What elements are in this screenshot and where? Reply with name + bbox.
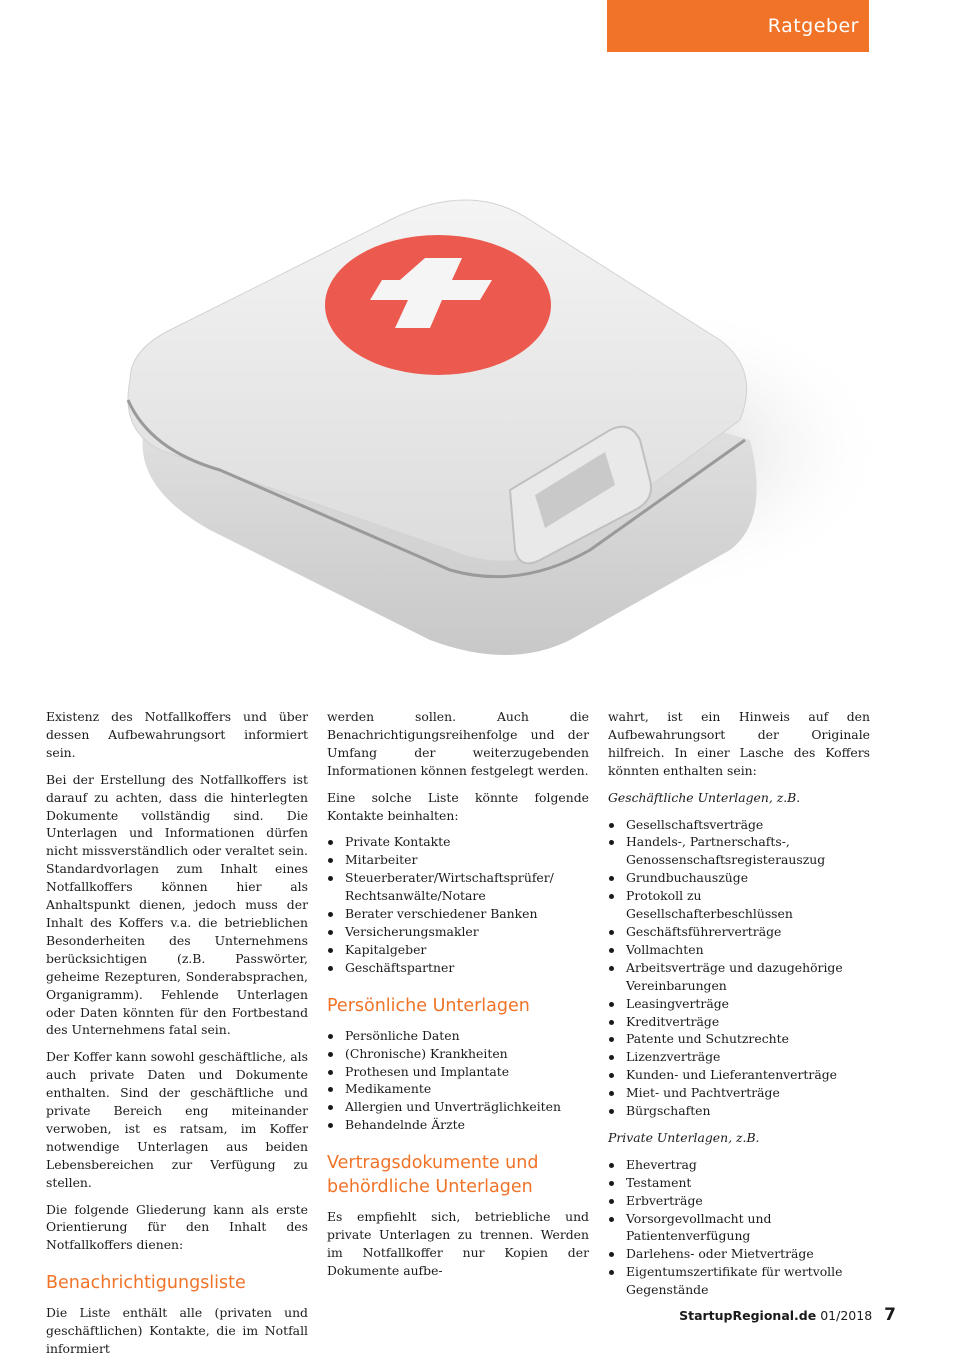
column-2 [327, 708, 589, 1289]
contacts-list [327, 833, 589, 976]
list-item: Berater verschiedener Banken [327, 905, 589, 923]
heading-notification-list: Benachrichtigungsliste [46, 1273, 246, 1294]
heading-personal-documents: Persönliche Unterlagen [327, 995, 530, 1016]
list-item: Protokoll zu Gesellschafterbeschlüssen [608, 887, 870, 923]
list-item: Leasingverträge [608, 995, 870, 1013]
footer-issue: 01/2018 [820, 1308, 873, 1323]
business-documents-label: Geschäftliche Unterlagen, z.B. [608, 789, 801, 805]
list-item: Allergien und Unverträglichkeiten [327, 1098, 589, 1116]
list-item: Grundbuchauszüge [608, 869, 870, 887]
list-item: Patente und Schutzrechte [608, 1030, 870, 1048]
list-item: Darlehens- oder Mietverträge [608, 1245, 870, 1263]
list-item: Ehevertrag [608, 1156, 870, 1174]
list-item: Arbeitsverträge und dazugehörige Vereinbarungen [608, 959, 870, 995]
list-item: Steuerberater/Wirtschaftsprüfer/ Rechtsanwälte/Notare [327, 869, 589, 905]
paragraph: Der Koffer kann sowohl geschäftliche, als auch private Daten und Dokumente enthalten. Sind der geschäftliche und private Bereich eng miteinander verwoben, ist es ratsam, im Koffer notwendige Unterlagen aus beiden Lebensbereichen zur Verfügung zu stellen. [46, 1049, 308, 1190]
private-documents-list [608, 1156, 870, 1299]
list-item: Private Kontakte [327, 833, 589, 851]
page-number: 7 [884, 1305, 896, 1325]
list-item: Erbverträge [608, 1192, 870, 1210]
list-item: Testament [608, 1174, 870, 1192]
footer-brand: StartupRegional.de [679, 1308, 817, 1323]
section-tab: Ratgeber [607, 0, 869, 52]
paragraph: Es empfiehlt sich, betriebliche und private Unterlagen zu trennen. Werden im Notfallkoffer nur Kopien der Dokumente aufbe- [327, 1209, 589, 1278]
page-footer [679, 1305, 896, 1325]
list-item: Versicherungsmakler [327, 923, 589, 941]
heading-contract-documents: Vertragsdokumente und behördliche Unterlagen [327, 1153, 539, 1198]
list-item: Handels-, Partnerschafts-, Genossenschaftsregisterauszug [608, 833, 870, 869]
paragraph: Eine solche Liste könnte folgende Kontakte beinhalten: [327, 789, 589, 823]
list-item: Miet- und Pachtverträge [608, 1084, 870, 1102]
paragraph: werden sollen. Auch die Benachrichtigungsreihenfolge und der Umfang der weiterzugebenden Informationen können festgelegt werden. [327, 709, 589, 778]
list-item: Eigentumszertifikate für wertvolle Gegenstände [608, 1263, 870, 1299]
list-item: Lizenzverträge [608, 1048, 870, 1066]
list-item: Mitarbeiter [327, 851, 589, 869]
paragraph: Bei der Erstellung des Notfallkoffers ist darauf zu achten, dass die hinterlegten Dokumente vollständig sind. Die Unterlagen und Informationen dürfen nicht missverständlich oder veraltet sein. Standardvorlagen zum Inhalt eines Notfallkoffers können hier als Anhaltspunkt dienen, jedoch muss der Inhalt des Koffers v.a. die betrieblichen Besonderheiten des Unternehmens berücksichtigen (z.B. Passwörter, geheime Rezepturen, Sonderabsprachen, Organigramm). Fehlende Unterlagen oder Daten könnten für den Fortbestand des Unternehmens fatal sein. [46, 771, 308, 1038]
paragraph: Die folgende Gliederung kann als erste Orientierung für den Inhalt des Notfallkoffers dienen: [46, 1201, 308, 1253]
private-documents-label: Private Unterlagen, z.B. [608, 1129, 760, 1145]
paragraph: Die Liste enthält alle (privaten und geschäftlichen) Kontakte, die im Notfall informiert [46, 1305, 308, 1357]
business-documents-list [608, 816, 870, 1120]
list-item: Kunden- und Lieferantenverträge [608, 1066, 870, 1084]
list-item: Kreditverträge [608, 1013, 870, 1031]
personal-list [327, 1027, 589, 1134]
column-3 [608, 708, 870, 1308]
list-item: Medikamente [327, 1080, 589, 1098]
list-item: Gesellschaftsverträge [608, 816, 870, 834]
paragraph: wahrt, ist ein Hinweis auf den Aufbewahrungsort der Originale hilfreich. In einer Lasche des Koffers könnten enthalten sein: [608, 709, 870, 778]
list-item: Vorsorgevollmacht und Patientenverfügung [608, 1210, 870, 1246]
list-item: Geschäftspartner [327, 959, 589, 977]
list-item: Vollmachten [608, 941, 870, 959]
column-1 [46, 708, 308, 1367]
list-item: Geschäftsführerverträge [608, 923, 870, 941]
list-item: Bürgschaften [608, 1102, 870, 1120]
list-item: Prothesen und Implantate [327, 1063, 589, 1081]
list-item: Behandelnde Ärzte [327, 1116, 589, 1134]
paragraph: Existenz des Notfallkoffers und über dessen Aufbewahrungsort informiert sein. [46, 709, 308, 760]
list-item: Persönliche Daten [327, 1027, 589, 1045]
first-aid-case-image [90, 150, 880, 670]
list-item: Kapitalgeber [327, 941, 589, 959]
list-item: (Chronische) Krankheiten [327, 1045, 589, 1063]
